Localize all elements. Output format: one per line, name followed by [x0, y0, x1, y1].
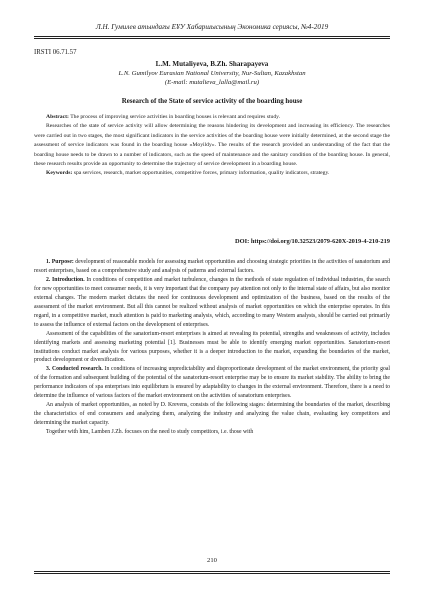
introduction-text: In conditions of competition and market turbulence, changes in the methods of state regulation of individual industries, the search for new opportunities to meet consumer needs, it is very important that the company pay attention not only to the internal state of affairs, but also monitor external changes. The modern market dictates the need for continuous development and optimization of the business, based on the results of the assessment of the market environment. But all this cannot be realized without analysis of market opportunities on which the enterprise operates. In this regard, in a competitive market, much attention is paid to marketing analysis, which, according to many Western analysts, should be carried out primarily to assess the influence of external factors on the development of enterprises.	[34, 276, 390, 328]
abstract-lead-paragraph	[34, 113, 390, 122]
keywords: spa services, research, market opportunities, competitive forces, primary information, quality indicators, strategy.	[73, 170, 330, 177]
author-email: (E-mail: mutalieva_lalla@mail.ru)	[164, 79, 260, 86]
header-rule	[34, 36, 390, 37]
analysis-paragraph: An analysis of market opportunities, as noted by D. Krevens, consists of the following stages: determining the boundaries of the market, describing the characteristics of end consumers and analyzing them, analyzing the industry and analyzing the value chain, evaluating key competitors and determining the market capacity.	[34, 402, 390, 427]
research-text: In conditions of increasing unpredictability and disproportionate development of the market environment, the priority goal of the formation and subsequent building of the potential of the sanatorium-resort enterprise may be to ensure its market stability. The ability to bring the performance indicators of spa enterprises into equilibrium is ensured by adaptability to changes in the external environment. Therefore, there is a need to determine the influence of various factors of the market environment on the activities of sanatorium enterprises.	[34, 366, 390, 400]
abstract-text: Researches of the state of service activity will allow determining the reasons hindering its development and increasing its efficiency. The researches were carried out in two stages, the most significant indicators in the service activities of the boarding house were initially determined, at the second stage the assessment of service indicators was found in the boarding house «Moyildy». The results of the research provided an understanding of the fact that the boarding house needs to be drawn to a number of indicators, such as the speed of maintenance and the sanitary condition of the boarding house. In general, these research results provide an opportunity to determine the trajectory of service development in a boarding house.	[34, 123, 390, 168]
header-rule-thin	[34, 38, 390, 39]
running-head: Л.Н. Гумилев атындағы ЕҰУ Хабаршысының Экономика сериясы, №4-2019	[95, 23, 329, 31]
abstract-lead: The process of improving service activities in boarding houses is relevant and requires study.	[70, 114, 281, 120]
article-body	[34, 258, 390, 437]
introduction-heading: 2. Introduction.	[46, 276, 85, 283]
purpose-text: development of reasonable models for assessing market opportunities and choosing strategic priorities in the activities of sanatorium and resort enterprises, based on a comprehensive study and analysis of patterns and external factors.	[34, 259, 391, 274]
footer-rule	[34, 571, 390, 572]
keywords-paragraph	[34, 169, 390, 178]
doi: DOI: https://doi.org/10.32523/2079-620X-2019-4-210-219	[235, 238, 390, 245]
abstract-block	[34, 113, 390, 179]
research-paragraph	[34, 365, 390, 401]
page-number: 210	[207, 557, 217, 564]
research-heading: 3. Conducted research.	[46, 366, 103, 373]
abstract-label: Abstract:	[46, 114, 69, 120]
paper-title: Research of the State of service activity of the boarding house	[121, 98, 303, 105]
keywords-label: Keywords:	[46, 170, 73, 177]
introduction-paragraph	[34, 276, 390, 330]
affiliation: L.N. Gumilyov Eurasian National University, Nur-Sultan, Kazakhstan	[118, 70, 306, 77]
authors: L.M. Mutaliyeva, B.Zh. Sharapayeva	[155, 60, 269, 68]
together-paragraph: Together with him, Lamben J.Zh. focuses on the need to study competitors, i.e. those with	[46, 429, 254, 436]
footer-rule-thin	[34, 573, 390, 574]
assessment-paragraph: Assessment of the capabilities of the sanatorium-resort enterprises is aimed at revealing its potential, strengths and weaknesses of activity, includes identifying markets and assessing marketing potential [1]. Businesses must be able to identify emerging market opportunities. Sanatorium-resort institutions conduct market analysis for various purposes, whether it is a deeper introduction to the market, expanding the boundaries of the market, product development or diversification.	[34, 330, 390, 364]
purpose-paragraph	[34, 258, 390, 276]
purpose-heading: 1. Purpose:	[46, 259, 74, 265]
irsti-code: IRSTI 06.71.57	[34, 49, 77, 56]
